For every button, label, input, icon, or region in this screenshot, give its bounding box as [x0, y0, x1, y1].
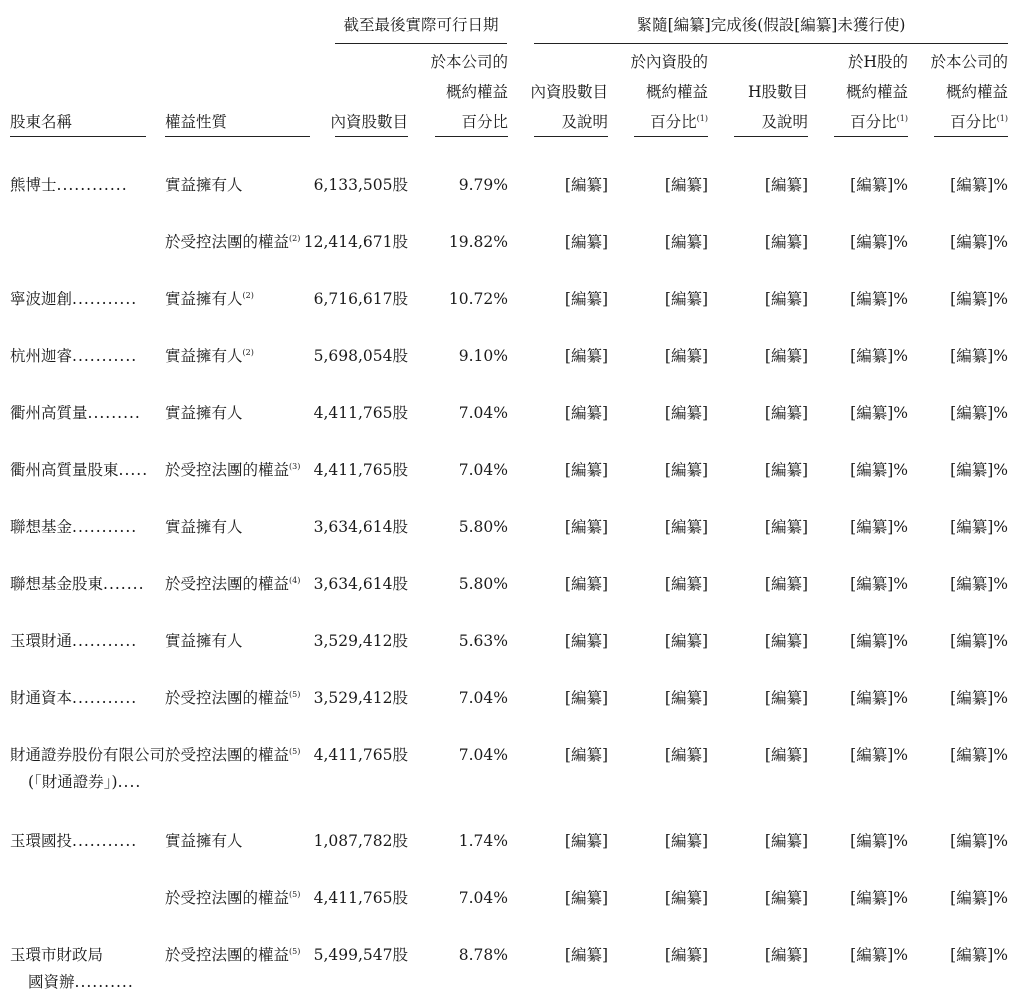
redacted-h-desc: [編纂]	[764, 347, 808, 365]
col-header-pct-domestic-l3: 百分比$^{(1)}$	[650, 113, 708, 131]
redacted-pct-domestic: [編纂]	[664, 290, 708, 308]
leader-dots: ............	[56, 176, 128, 194]
group-rule-after	[534, 43, 1008, 44]
redacted-h-desc: [編纂]	[764, 575, 808, 593]
redacted-domestic-desc: [編纂]	[564, 889, 608, 907]
nature-of-interest	[165, 518, 243, 536]
pct-company-value: 5.63%	[458, 632, 508, 650]
domestic-shares-value: 5,499,547股	[313, 946, 408, 964]
domestic-shares-value: 4,411,765股	[313, 746, 408, 764]
redacted-pct-company-after: [編纂]%	[950, 689, 1008, 707]
domestic-shares-value: 6,716,617股	[313, 290, 408, 308]
redacted-pct-company-after: [編纂]%	[950, 461, 1008, 479]
domestic-shares-value: 6,133,505股	[313, 176, 408, 194]
pct-company-value: 7.04%	[458, 404, 508, 422]
nature-of-interest	[165, 632, 243, 650]
col-header-h-desc-l1: H股數目	[747, 83, 808, 101]
nature-of-interest	[165, 347, 254, 365]
shareholder-name-text: 財通證券股份有限公司	[10, 746, 166, 764]
redacted-pct-company-after: [編纂]%	[950, 176, 1008, 194]
redacted-domestic-desc: [編纂]	[564, 746, 608, 764]
nature-text: 實益擁有人	[165, 632, 243, 650]
col-header-h-desc-l2: 及說明	[761, 113, 808, 131]
shareholder-name-text: 玉環國投	[10, 832, 73, 850]
redacted-pct-domestic: [編纂]	[664, 347, 708, 365]
shareholder-name	[10, 347, 137, 365]
leader-dots: ...........	[72, 832, 138, 850]
redacted-domestic-desc: [編纂]	[564, 461, 608, 479]
leader-dots: ...........	[72, 689, 138, 707]
shareholder-name-text: 熊博士	[10, 176, 57, 194]
shareholder-name-text: 玉環財通	[10, 632, 73, 650]
redacted-pct-domestic: [編纂]	[664, 946, 708, 964]
redacted-domestic-desc: [編纂]	[564, 404, 608, 422]
footnote-ref: (3)	[289, 461, 301, 471]
group-header-after: 緊隨[編纂]完成後(假設[編纂]未獲行使)	[636, 16, 906, 34]
redacted-h-desc: [編纂]	[764, 233, 808, 251]
redacted-pct-domestic: [編纂]	[664, 889, 708, 907]
redacted-pct-h: [編纂]%	[850, 461, 908, 479]
shareholder-name	[10, 461, 148, 479]
pct-company-value: 5.80%	[458, 518, 508, 536]
nature-of-interest	[165, 689, 300, 707]
redacted-pct-company-after: [編纂]%	[950, 233, 1008, 251]
redacted-pct-h: [編纂]%	[850, 347, 908, 365]
redacted-pct-h: [編纂]%	[850, 575, 908, 593]
redacted-h-desc: [編纂]	[764, 404, 808, 422]
redacted-pct-company-after: [編纂]%	[950, 290, 1008, 308]
redacted-pct-company-after: [編纂]%	[950, 832, 1008, 850]
shareholder-name-line2	[28, 973, 134, 991]
redacted-pct-h: [編纂]%	[850, 176, 908, 194]
col-rule-domestic-desc	[534, 136, 608, 137]
redacted-pct-domestic: [編纂]	[664, 233, 708, 251]
redacted-pct-company-after: [編纂]%	[950, 946, 1008, 964]
redacted-pct-domestic: [編纂]	[664, 404, 708, 422]
redacted-domestic-desc: [編纂]	[564, 632, 608, 650]
nature-text: 於受控法團的權益	[165, 746, 290, 764]
leader-dots: ...........	[72, 632, 138, 650]
domestic-shares-value: 3,529,412股	[313, 632, 408, 650]
col-rule-h-desc	[734, 136, 808, 137]
leader-dots: ...........	[72, 347, 138, 365]
redacted-pct-h: [編纂]%	[850, 946, 908, 964]
shareholder-name	[10, 404, 141, 422]
redacted-pct-h: [編纂]%	[850, 632, 908, 650]
shareholder-name	[10, 290, 137, 308]
col-header-pct-company-after-l3: 百分比$^{(1)}$	[950, 113, 1008, 131]
footnote-ref: (2)	[289, 233, 301, 243]
redacted-pct-h: [編纂]%	[850, 832, 908, 850]
col-header-domestic-desc-l1: 內資股數目	[530, 83, 608, 101]
leader-dots: .....	[118, 461, 149, 479]
nature-text: 實益擁有人	[165, 176, 243, 194]
redacted-domestic-desc: [編纂]	[564, 689, 608, 707]
nature-text: 於受控法團的權益	[165, 233, 290, 251]
domestic-shares-value: 4,411,765股	[313, 889, 408, 907]
pct-company-value: 7.04%	[458, 461, 508, 479]
nature-text: 實益擁有人	[165, 290, 243, 308]
redacted-h-desc: [編纂]	[764, 290, 808, 308]
domestic-shares-value: 5,698,054股	[313, 347, 408, 365]
nature-text: 實益擁有人	[165, 347, 243, 365]
shareholder-name	[10, 632, 137, 650]
redacted-h-desc: [編纂]	[764, 176, 808, 194]
col-header-pct-company-after-l2: 概約權益	[945, 83, 1008, 101]
redacted-domestic-desc: [編纂]	[564, 233, 608, 251]
nature-of-interest	[165, 832, 243, 850]
leader-dots: ....	[117, 773, 142, 791]
leader-dots: ...........	[72, 290, 138, 308]
pct-company-value: 10.72%	[448, 290, 508, 308]
nature-of-interest	[165, 575, 300, 593]
nature-of-interest	[165, 404, 243, 422]
domestic-shares-value: 3,634,614股	[313, 518, 408, 536]
pct-company-value: 8.78%	[458, 946, 508, 964]
col-header-nature: 權益性質	[165, 113, 228, 131]
pct-company-value: 9.79%	[458, 176, 508, 194]
col-header-domestic-desc-l2: 及說明	[561, 113, 608, 131]
redacted-pct-domestic: [編纂]	[664, 176, 708, 194]
nature-text: 於受控法團的權益	[165, 461, 290, 479]
redacted-h-desc: [編纂]	[764, 632, 808, 650]
redacted-pct-company-after: [編纂]%	[950, 632, 1008, 650]
shareholder-name	[10, 832, 137, 850]
shareholder-name-line2-text: (「財通證券」)	[28, 773, 118, 791]
redacted-domestic-desc: [編纂]	[564, 176, 608, 194]
col-rule-nature	[165, 136, 310, 137]
redacted-pct-company-after: [編纂]%	[950, 347, 1008, 365]
shareholder-name-line2-text: 國資辦	[28, 973, 75, 991]
redacted-pct-h: [編纂]%	[850, 889, 908, 907]
col-header-name: 股東名稱	[10, 113, 73, 131]
shareholder-name	[10, 518, 137, 536]
footnote-ref: (4)	[289, 575, 301, 585]
col-rule-pct-domestic	[634, 136, 708, 137]
redacted-pct-h: [編纂]%	[850, 518, 908, 536]
nature-text: 於受控法團的權益	[165, 946, 290, 964]
domestic-shares-value: 3,529,412股	[313, 689, 408, 707]
col-rule-pct-company	[435, 136, 508, 137]
redacted-domestic-desc: [編纂]	[564, 946, 608, 964]
col-header-pct-company-l1: 於本公司的	[430, 53, 508, 71]
domestic-shares-value: 1,087,782股	[313, 832, 408, 850]
redacted-h-desc: [編纂]	[764, 832, 808, 850]
redacted-pct-h: [編纂]%	[850, 290, 908, 308]
redacted-domestic-desc: [編纂]	[564, 347, 608, 365]
redacted-pct-domestic: [編纂]	[664, 518, 708, 536]
redacted-domestic-desc: [編纂]	[564, 832, 608, 850]
leader-dots: .......	[103, 575, 145, 593]
col-header-pct-company-l2: 概約權益	[445, 83, 508, 101]
nature-of-interest	[165, 946, 300, 964]
redacted-pct-domestic: [編纂]	[664, 746, 708, 764]
col-rule-name	[10, 136, 146, 137]
redacted-h-desc: [編纂]	[764, 946, 808, 964]
redacted-pct-domestic: [編纂]	[664, 832, 708, 850]
redacted-h-desc: [編纂]	[764, 461, 808, 479]
shareholder-name-text: 玉環市財政局	[10, 946, 104, 964]
col-header-pct-company-after-l1: 於本公司的	[930, 53, 1008, 71]
nature-text: 於受控法團的權益	[165, 689, 290, 707]
redacted-h-desc: [編纂]	[764, 746, 808, 764]
redacted-pct-h: [編纂]%	[850, 233, 908, 251]
shareholder-name-text: 杭州迦睿	[10, 347, 73, 365]
redacted-pct-domestic: [編纂]	[664, 575, 708, 593]
pct-company-value: 7.04%	[458, 746, 508, 764]
redacted-domestic-desc: [編纂]	[564, 290, 608, 308]
redacted-h-desc: [編纂]	[764, 518, 808, 536]
col-header-pct-domestic-l2: 概約權益	[645, 83, 708, 101]
leader-dots: ..........	[74, 973, 134, 991]
shareholder-name-text: 財通資本	[10, 689, 73, 707]
redacted-domestic-desc: [編纂]	[564, 518, 608, 536]
shareholder-name	[10, 746, 165, 764]
col-header-domestic-shares: 內資股數目	[330, 113, 408, 131]
shareholder-name	[10, 689, 137, 707]
col-header-pct-company-l3: 百分比	[461, 113, 508, 131]
redacted-pct-domestic: [編纂]	[664, 632, 708, 650]
col-rule-pct-company-after	[934, 136, 1008, 137]
nature-text: 於受控法團的權益	[165, 575, 290, 593]
group-rule-latest	[335, 43, 507, 44]
shareholder-name-text: 寧波迦創	[10, 290, 73, 308]
pct-company-value: 7.04%	[458, 889, 508, 907]
redacted-pct-company-after: [編纂]%	[950, 518, 1008, 536]
footnote-ref: (5)	[289, 746, 301, 756]
nature-of-interest	[165, 746, 300, 764]
col-header-pct-h-l3: 百分比$^{(1)}$	[850, 113, 908, 131]
domestic-shares-value: 3,634,614股	[313, 575, 408, 593]
nature-of-interest	[165, 176, 243, 194]
redacted-pct-h: [編纂]%	[850, 746, 908, 764]
redacted-pct-company-after: [編纂]%	[950, 746, 1008, 764]
redacted-h-desc: [編纂]	[764, 689, 808, 707]
nature-text: 實益擁有人	[165, 404, 243, 422]
redacted-h-desc: [編纂]	[764, 889, 808, 907]
nature-of-interest	[165, 889, 300, 907]
nature-of-interest	[165, 290, 254, 308]
domestic-shares-value: 4,411,765股	[313, 404, 408, 422]
footnote-ref: (5)	[289, 689, 301, 699]
shareholder-name-line2	[28, 773, 141, 791]
leader-dots: .........	[87, 404, 141, 422]
nature-of-interest	[165, 461, 300, 479]
redacted-pct-domestic: [編纂]	[664, 689, 708, 707]
pct-company-value: 5.80%	[458, 575, 508, 593]
redacted-pct-h: [編纂]%	[850, 689, 908, 707]
shareholder-name	[10, 575, 145, 593]
leader-dots: ...........	[72, 518, 138, 536]
group-header-latest: 截至最後實際可行日期	[343, 16, 499, 34]
shareholder-name	[10, 946, 103, 964]
redacted-pct-company-after: [編纂]%	[950, 889, 1008, 907]
nature-text: 實益擁有人	[165, 832, 243, 850]
footnote-ref: (5)	[289, 946, 301, 956]
redacted-pct-domestic: [編纂]	[664, 461, 708, 479]
col-header-pct-h-l1: 於H股的	[847, 53, 908, 71]
shareholder-name-text: 衢州高質量	[10, 404, 88, 422]
nature-of-interest	[165, 233, 300, 251]
redacted-domestic-desc: [編纂]	[564, 575, 608, 593]
col-header-pct-domestic-l1: 於內資股的	[630, 53, 708, 71]
col-header-pct-h-l2: 概約權益	[845, 83, 908, 101]
shareholder-name	[10, 176, 128, 194]
domestic-shares-value: 4,411,765股	[313, 461, 408, 479]
col-rule-domestic-shares	[335, 136, 408, 137]
pct-company-value: 19.82%	[448, 233, 508, 251]
footnote-ref: (2)	[242, 347, 254, 357]
redacted-pct-h: [編纂]%	[850, 404, 908, 422]
redacted-pct-company-after: [編纂]%	[950, 404, 1008, 422]
col-rule-pct-h	[834, 136, 908, 137]
shareholder-name-text: 聯想基金	[10, 518, 73, 536]
redacted-pct-company-after: [編纂]%	[950, 575, 1008, 593]
domestic-shares-value: 12,414,671股	[303, 233, 408, 251]
pct-company-value: 7.04%	[458, 689, 508, 707]
shareholder-name-text: 衢州高質量股東	[10, 461, 119, 479]
pct-company-value: 9.10%	[458, 347, 508, 365]
footnote-ref: (5)	[289, 889, 301, 899]
pct-company-value: 1.74%	[458, 832, 508, 850]
nature-text: 實益擁有人	[165, 518, 243, 536]
shareholder-name-text: 聯想基金股東	[10, 575, 104, 593]
footnote-ref: (2)	[242, 290, 254, 300]
nature-text: 於受控法團的權益	[165, 889, 290, 907]
